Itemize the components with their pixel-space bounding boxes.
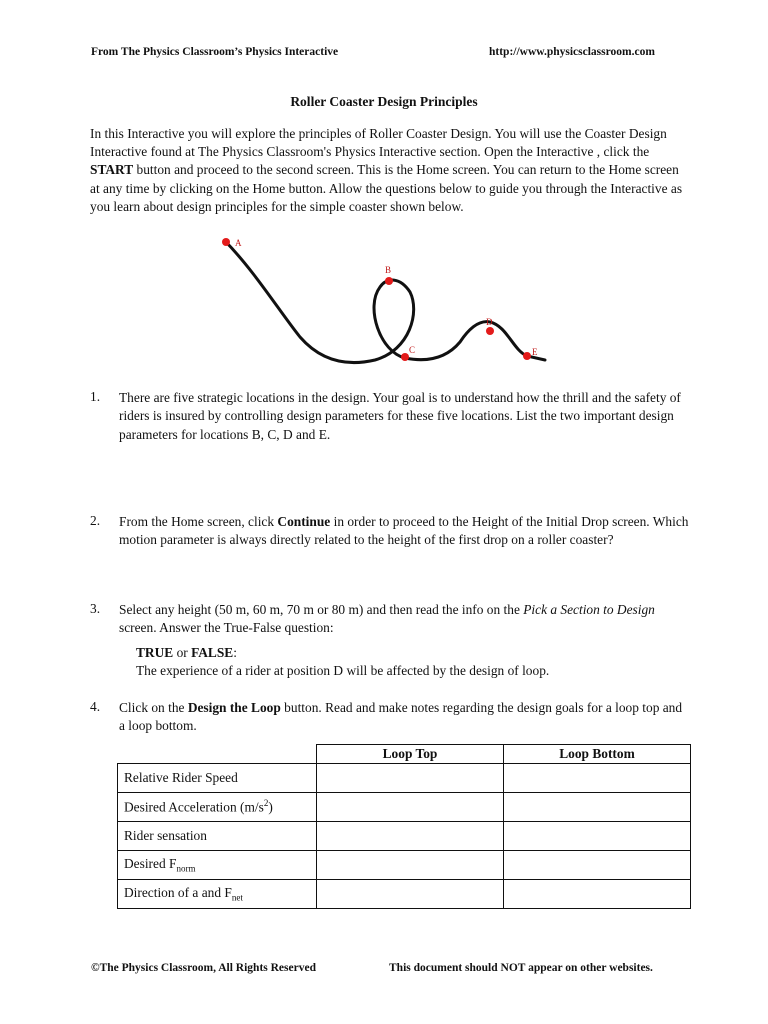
- header-loop-top: Loop Top: [317, 745, 504, 764]
- row-label: [118, 851, 317, 880]
- question-4-text: [119, 699, 689, 736]
- q4-bold: Design the Loop: [187, 700, 281, 715]
- table-row: [118, 851, 691, 880]
- or-text: or: [173, 645, 192, 660]
- loop-bottom-cell[interactable]: [504, 880, 691, 909]
- header-loop-bottom: Loop Bottom: [504, 745, 691, 764]
- true-false-statement: The experience of a rider at position D will be affected by the design of loop.: [136, 663, 550, 678]
- row-label-sub: net: [231, 892, 243, 903]
- row-label: Rider sensation: [118, 822, 317, 851]
- page-title: Roller Coaster Design Principles: [290, 94, 478, 109]
- question-3-text: [119, 601, 689, 638]
- loop-top-cell[interactable]: [317, 851, 504, 880]
- point-e-marker: [523, 352, 531, 360]
- intro-paragraph: [90, 125, 690, 216]
- table-row: [118, 822, 691, 851]
- loop-top-cell[interactable]: [317, 880, 504, 909]
- q3-italic: Pick a Section to Design: [523, 602, 655, 617]
- row-label-text: Direction of a and F: [124, 885, 232, 901]
- point-d-marker: [486, 327, 494, 335]
- point-e-label: E: [532, 347, 538, 357]
- point-c-marker: [401, 353, 409, 361]
- point-d-label: D: [486, 317, 493, 327]
- q3-pre: Select any height (50 m, 60 m, 70 m or 80 m) and then read the info on the: [119, 602, 524, 617]
- loop-top-cell[interactable]: [317, 793, 504, 822]
- intro-start-bold: START: [90, 162, 134, 178]
- question-4-number: 4.: [90, 699, 101, 714]
- point-b-marker: [385, 277, 393, 285]
- point-a-label: A: [235, 238, 242, 248]
- row-label-text: Desired F: [124, 856, 177, 872]
- row-label-sup: 2: [263, 798, 269, 809]
- loop-bottom-cell[interactable]: [504, 764, 691, 793]
- row-label: Relative Rider Speed: [118, 764, 317, 793]
- table-row: [118, 764, 691, 793]
- question-2-number: 2.: [90, 513, 101, 528]
- loop-bottom-cell[interactable]: [504, 822, 691, 851]
- q2-continue-bold: Continue: [277, 514, 331, 529]
- row-label: [118, 793, 317, 822]
- loop-top-cell[interactable]: [317, 822, 504, 851]
- colon-text: :: [233, 645, 237, 660]
- loop-design-table: [117, 744, 691, 909]
- point-b-label: B: [385, 265, 392, 275]
- table-row: [118, 793, 691, 822]
- header-source: From The Physics Classroom’s Physics Interactive: [91, 46, 339, 58]
- question-3-number: 3.: [90, 601, 101, 616]
- true-false-block: [136, 644, 696, 680]
- loop-bottom-cell[interactable]: [504, 793, 691, 822]
- question-1-number: 1.: [90, 389, 101, 404]
- true-label: TRUE: [136, 645, 174, 660]
- loop-bottom-cell[interactable]: [504, 851, 691, 880]
- question-1-text: There are five strategic locations in the design. Your goal is to understand how the thrill and the safety of riders is insured by controlling design parameters for these five locations. List the two important design parameters for locations B, C, D and E.: [119, 390, 681, 442]
- q4-pre: Click on the: [119, 700, 188, 715]
- header-url: http://www.physicsclassroom.com: [489, 46, 655, 58]
- q3-post: screen. Answer the True-False question:: [119, 620, 334, 636]
- footer-copyright: ©The Physics Classroom, All Rights Reserved: [91, 962, 316, 974]
- false-label: FALSE: [191, 645, 234, 660]
- roller-coaster-diagram: [215, 232, 555, 372]
- q4-post: button. Read and make notes regarding the design goals for a loop top and a loop bottom.: [119, 700, 683, 734]
- point-c-label: C: [409, 345, 416, 355]
- question-2-text: [119, 513, 689, 550]
- q2-post: in order to proceed to the Height of the Initial Drop screen. Which motion parameter is always directly related to the height of the first drop on a roller coaster?: [119, 514, 689, 548]
- row-label-sub: norm: [176, 863, 196, 874]
- footer-notice: This document should NOT appear on other websites.: [389, 962, 653, 974]
- table-header-row: [118, 745, 691, 764]
- table-row: [118, 880, 691, 909]
- loop-top-cell[interactable]: [317, 764, 504, 793]
- intro-text-2: button and proceed to the second screen. This is the Home screen. You can return to the Home screen at any time by clicking on the Home button. Allow the questions below to guide you through the Interactive as you learn about design principles for the simple coaster shown below.: [90, 162, 683, 214]
- row-label: [118, 880, 317, 909]
- row-label-text: Desired Acceleration (m/s: [124, 799, 264, 815]
- coaster-track: [226, 242, 545, 363]
- table-corner: [118, 745, 317, 764]
- row-label-tail: ): [268, 799, 273, 815]
- point-a-marker: [222, 238, 230, 246]
- intro-text-1: In this Interactive you will explore the principles of Roller Coaster Design. You will use the Coaster Design Interactive found at The Physics Classroom's Physics Interactive section. Open the Interactive , click the: [90, 126, 667, 160]
- q2-pre: From the Home screen, click: [119, 514, 278, 529]
- true-false-prompt: [136, 644, 696, 662]
